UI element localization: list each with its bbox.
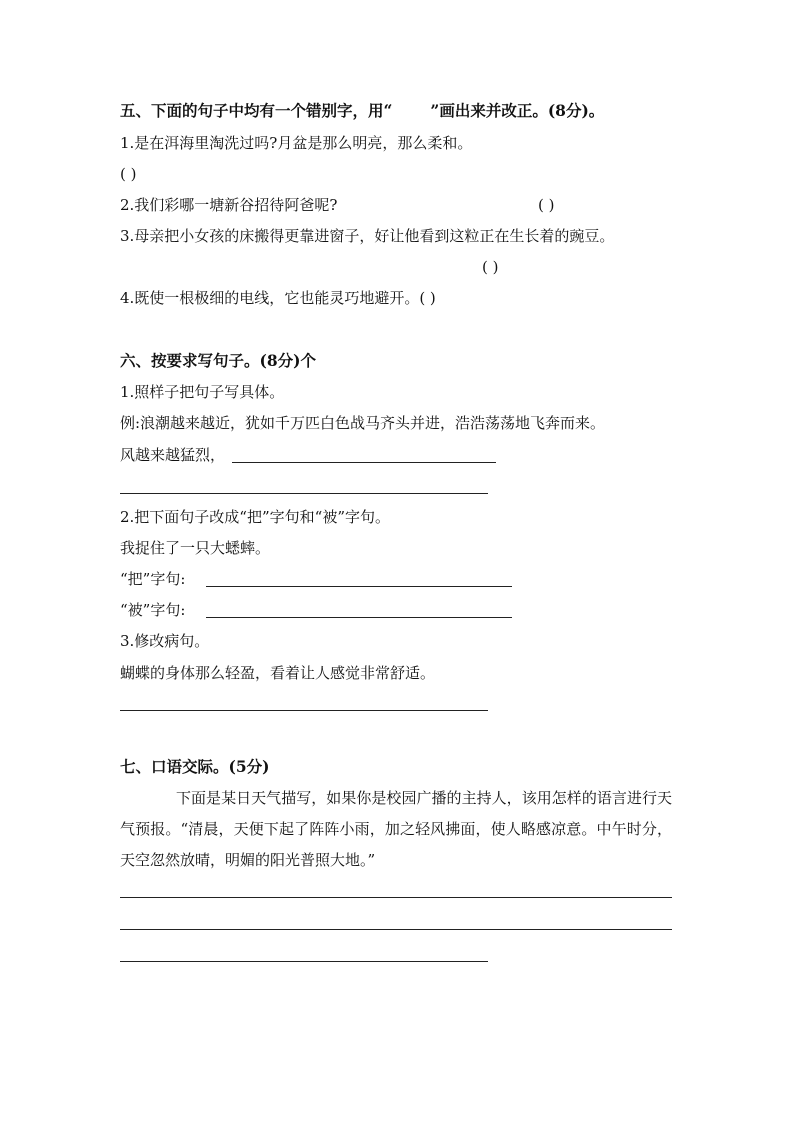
section6-title: 六、按要求写句子。(8分)个 [120, 351, 316, 370]
section7-paragraph: 下面是某日天气描写，如果你是校园广播的主持人，该用怎样的语言进行天气预报。“清晨，天便下起了阵阵小雨，加之轻风拂面，使人略感凉意。中午时分，天空忽然放晴，明媚的阳光普照大地。” [120, 789, 672, 869]
section5-title [120, 101, 604, 121]
s5-question-4: 4.既使一根极细的电线，它也能灵巧地避开。( ) [120, 289, 436, 307]
ba-answer-line[interactable] [206, 586, 512, 587]
s5-question-3: 3.母亲把小女孩的床搬得更靠进窗子，好让他看到这粒正在生长着的豌豆。 [120, 227, 615, 245]
section7-title: 七、口语交际。(5分) [120, 757, 270, 776]
s6-example: 例:浪潮越来越近，犹如千万匹白色战马齐头并进，浩浩荡荡地飞奔而来。 [120, 414, 606, 432]
s6-question-1: 1.照样子把句子写具体。 [120, 383, 285, 401]
bei-answer-line[interactable] [206, 617, 512, 618]
s5-question-2: 2.我们彩哪一塘新谷招待阿爸呢? [120, 196, 338, 214]
section5-title-part-b: ”画出来并改正。(8分)。 [430, 101, 605, 120]
s6-question-2-sentence: 我捉住了一只大蟋蟀。 [120, 539, 271, 557]
answer-line[interactable] [120, 493, 488, 494]
s6-question-2: 2.把下面句子改成“把”字句和“被”字句。 [120, 508, 390, 526]
answer-line[interactable] [232, 462, 496, 463]
answer-line[interactable] [120, 710, 488, 711]
s6-question-3-sentence: 蝴蝶的身体那么轻盈，看着让人感觉非常舒适。 [120, 664, 436, 682]
s6-question-3: 3.修改病句。 [120, 632, 210, 650]
s5-question-3-answer[interactable]: ( ) [482, 258, 499, 276]
s5-question-1-answer[interactable]: ( ) [120, 165, 137, 183]
section5-title-part-a: 五、下面的句子中均有一个错别字，用“ [120, 101, 393, 120]
bei-label: “被”字句: [120, 601, 186, 619]
answer-line[interactable] [120, 961, 488, 962]
answer-line[interactable] [120, 897, 672, 898]
s5-question-2-answer[interactable]: ( ) [538, 196, 555, 214]
answer-line[interactable] [120, 929, 672, 930]
ba-label: “把”字句: [120, 570, 186, 588]
s5-question-1: 1.是在洱海里淘洗过吗?月盆是那么明亮，那么柔和。 [120, 134, 473, 152]
s6-prompt: 风越来越猛烈， [120, 446, 226, 464]
